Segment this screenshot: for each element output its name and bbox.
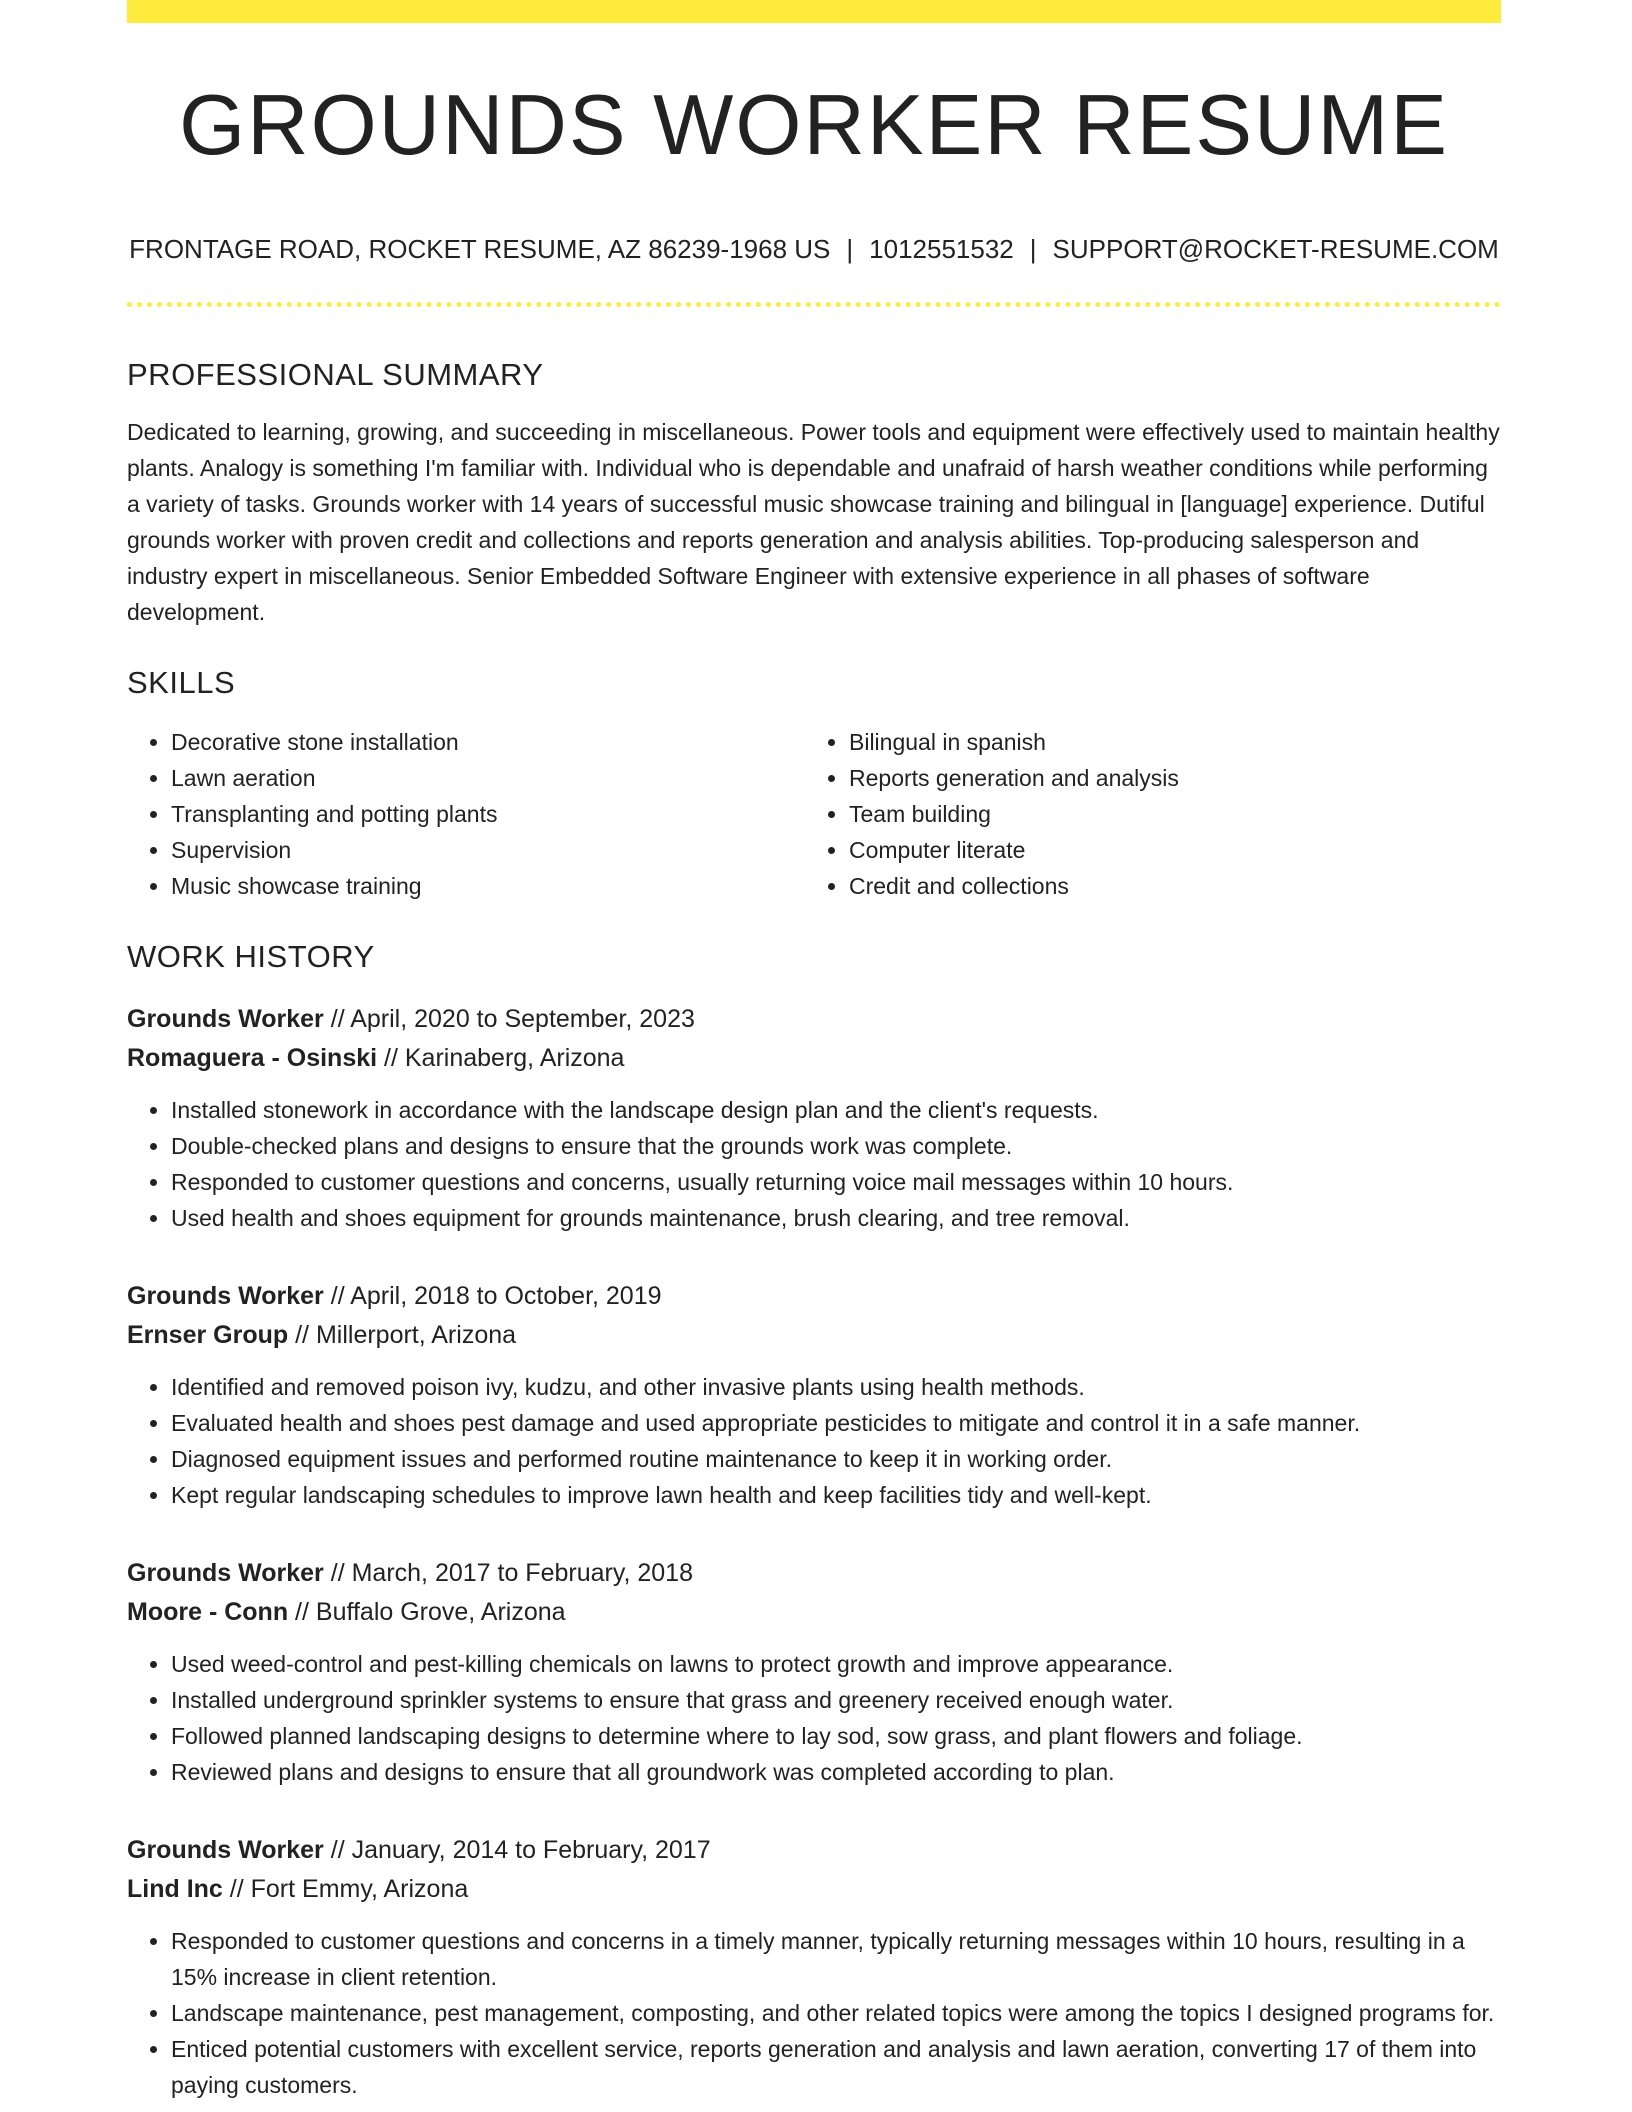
job-duties	[127, 1923, 1501, 2103]
skill-item: • Music showcase training	[171, 868, 805, 904]
job-company-line	[127, 1870, 1501, 1909]
job-separator: //	[288, 1321, 316, 1349]
top-accent-bar	[127, 0, 1501, 23]
skill-item: • Team building	[849, 796, 1483, 832]
duty-item: • Evaluated health and shoes pest damage and used appropriate pesticides to mitigate and control it in a safe manner.	[171, 1405, 1501, 1441]
skill-item: • Transplanting and potting plants	[171, 796, 805, 832]
job-separator: //	[222, 1875, 251, 1903]
job-separator: //	[323, 1005, 351, 1033]
contact-separator: |	[1029, 234, 1037, 264]
duty-item: • Kept regular landscaping schedules to improve lawn health and keep facilities tidy and well-kept.	[171, 1477, 1501, 1513]
job-company: Ernser Group	[127, 1321, 289, 1349]
job-title-line	[127, 1554, 1501, 1593]
contact-address: FRONTAGE ROAD, ROCKET RESUME, AZ 86239-1968 US	[129, 234, 831, 264]
contact-phone: 1012551532	[869, 234, 1014, 264]
duty-item: • Enticed potential customers with excellent service, reports generation and analysis and lawn aeration, converting 17 of them into paying customers.	[171, 2031, 1501, 2103]
job-entry	[127, 1000, 1501, 1236]
job-entry	[127, 1554, 1501, 1790]
skills-list-left	[127, 724, 805, 904]
contact-email: SUPPORT@ROCKET-RESUME.COM	[1052, 234, 1499, 264]
duty-item: • Landscape maintenance, pest management, composting, and other related topics were among the topics I designed programs for.	[171, 1995, 1501, 2031]
job-duties	[127, 1092, 1501, 1236]
job-title: Grounds Worker	[127, 1005, 324, 1033]
duty-item: • Identified and removed poison ivy, kudzu, and other invasive plants using health methods.	[171, 1369, 1501, 1405]
duty-item: • Responded to customer questions and concerns, usually returning voice mail messages within 10 hours.	[171, 1164, 1501, 1200]
duty-item: • Followed planned landscaping designs to determine where to lay sod, sow grass, and plant flowers and foliage.	[171, 1718, 1501, 1754]
skill-item: • Credit and collections	[849, 868, 1483, 904]
job-duties	[127, 1646, 1501, 1790]
job-company-line	[127, 1593, 1501, 1632]
job-separator: //	[377, 1044, 405, 1072]
job-entry	[127, 1277, 1501, 1513]
job-separator: //	[323, 1836, 352, 1864]
duty-item: • Used health and shoes equipment for grounds maintenance, brush clearing, and tree removal.	[171, 1200, 1501, 1236]
job-dates: March, 2017 to February, 2018	[351, 1559, 693, 1587]
job-title-line	[127, 1000, 1501, 1039]
work-history-heading: WORK HISTORY	[127, 939, 375, 974]
duty-item: • Reviewed plans and designs to ensure that all groundwork was completed according to plan.	[171, 1754, 1501, 1790]
job-title: Grounds Worker	[127, 1836, 324, 1864]
skill-item: • Reports generation and analysis	[849, 760, 1483, 796]
skill-item: • Bilingual in spanish	[849, 724, 1483, 760]
job-dates: January, 2014 to February, 2017	[351, 1836, 711, 1864]
job-company-line	[127, 1039, 1501, 1078]
skills-heading: SKILLS	[127, 665, 236, 700]
job-title-line	[127, 1277, 1501, 1316]
job-dates: April, 2018 to October, 2019	[350, 1282, 662, 1310]
skill-item: • Decorative stone installation	[171, 724, 805, 760]
dotted-divider	[127, 302, 1501, 307]
job-title: Grounds Worker	[127, 1282, 324, 1310]
skill-item: • Supervision	[171, 832, 805, 868]
contact-info	[127, 236, 1501, 262]
skills-grid	[127, 724, 1501, 904]
job-company-line	[127, 1316, 1501, 1355]
duty-item: • Used weed-control and pest-killing chemicals on lawns to protect growth and improve appearance.	[171, 1646, 1501, 1682]
job-title-line	[127, 1831, 1501, 1870]
duty-item: • Diagnosed equipment issues and performed routine maintenance to keep it in working order.	[171, 1441, 1501, 1477]
summary-heading: PROFESSIONAL SUMMARY	[127, 357, 544, 392]
contact-separator: |	[846, 234, 854, 264]
duty-item: • Installed underground sprinkler systems to ensure that grass and greenery received enough water.	[171, 1682, 1501, 1718]
job-separator: //	[323, 1559, 352, 1587]
job-title: Grounds Worker	[127, 1559, 324, 1587]
job-separator: //	[288, 1598, 316, 1626]
job-separator: //	[323, 1282, 351, 1310]
job-dates: April, 2020 to September, 2023	[350, 1005, 695, 1033]
job-company: Moore - Conn	[127, 1598, 289, 1626]
job-location: Millerport, Arizona	[315, 1321, 517, 1349]
resume-title: GROUNDS WORKER RESUME	[179, 78, 1449, 173]
skill-item: • Computer literate	[849, 832, 1483, 868]
job-company: Romaguera - Osinski	[127, 1044, 378, 1072]
resume-page	[127, 0, 1501, 2103]
skills-list-right	[805, 724, 1483, 904]
duty-item: • Double-checked plans and designs to ensure that the grounds work was complete.	[171, 1128, 1501, 1164]
duty-item: • Responded to customer questions and concerns in a timely manner, typically returning messages within 10 hours, resulting in a 15% increase in client retention.	[171, 1923, 1501, 1995]
job-entry	[127, 1831, 1501, 2103]
job-location: Fort Emmy, Arizona	[250, 1875, 469, 1903]
job-company: Lind Inc	[127, 1875, 223, 1903]
job-duties	[127, 1369, 1501, 1513]
duty-item: • Installed stonework in accordance with the landscape design plan and the client's requests.	[171, 1092, 1501, 1128]
skill-item: • Lawn aeration	[171, 760, 805, 796]
job-location: Buffalo Grove, Arizona	[315, 1598, 566, 1626]
summary-text: Dedicated to learning, growing, and succeeding in miscellaneous. Power tools and equipment were effectively used to maintain healthy plants. Analogy is something I'm familiar with. Individual who is dependable and unafraid of harsh weather conditions while performing a variety of tasks. Grounds worker with 14 years of successful music showcase training and bilingual in [language] experience. Dutiful grounds worker with proven credit and collections and reports generation and analysis abilities. Top-producing salesperson and industry expert in miscellaneous. Senior Embedded Software Engineer with extensive experience in all phases of software development.	[127, 419, 1500, 625]
job-location: Karinaberg, Arizona	[404, 1044, 625, 1072]
